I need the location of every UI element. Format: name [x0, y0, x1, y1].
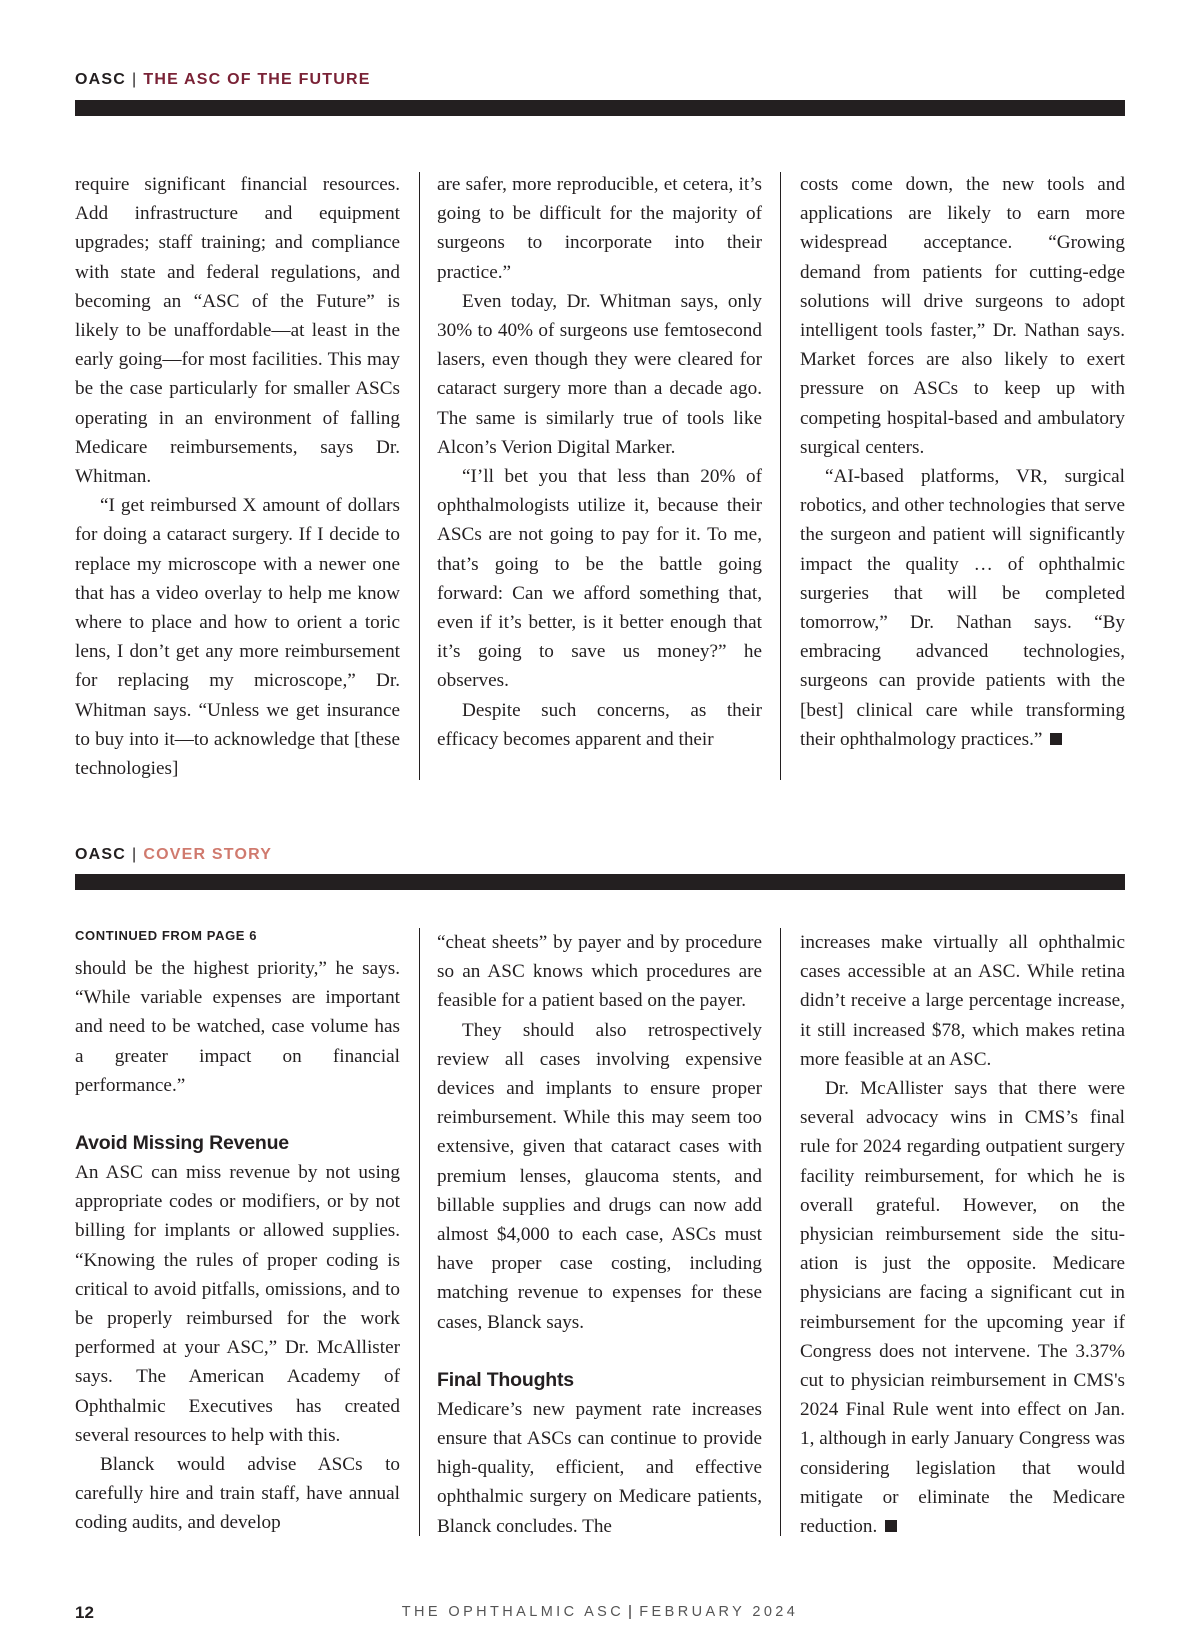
- paragraph: “I get reimbursed X amount of dollars for doing a cataract surgery. If I decide to replace my microscope with a newer one that has a video overlay to help me know where to place and how to orient a toric lens, I don’t get any more reimbursement for replacing my microscope,” Dr. Whitman says. “Unless we get insurance to buy into it—to acknowledge that [these technologies]: [75, 495, 400, 780]
- paragraph: They should also retrospectively review all cases involving expensive devices and implants to ensure proper reimbursement. While this may seem too extensive, given that cataract cases with premium lenses, glaucoma stents, and billable supplies and drugs can now add almost $4,000 to each case, ASCs must have proper case costing, including matching revenue to expenses for these cases, Blanck says.: [437, 1019, 762, 1333]
- paragraph: “cheat sheets” by payer and by procedure so an ASC knows which procedures are feasible for a patient based on the payer.: [437, 932, 762, 1012]
- end-mark-icon: [1050, 733, 1062, 745]
- paragraph: [800, 462, 1125, 754]
- brand-label: OASC: [75, 71, 127, 88]
- paragraph: increases make virtually all ophthalmic cases accessible at an ASC. While retina didn’t receive a large percentage increase, it still increased $78, which makes retina more feasible at an ASC.: [800, 932, 1125, 1070]
- header-rule-bottom: [75, 874, 1125, 890]
- paragraph: Despite such concerns, as their efficacy becomes apparent and their: [437, 699, 762, 750]
- header-rule-top: [75, 100, 1125, 116]
- section-label: THE ASC OF THE FUTURE: [143, 71, 371, 88]
- paragraph: should be the highest priority,” he says. “While variable expenses are important and need to be watched, case volume has a greater impact on financial performance.”: [75, 958, 400, 1096]
- page-number: 12: [75, 1603, 94, 1622]
- column-divider: [780, 928, 781, 1536]
- paragraph-text: Dr. McAllister says that there were several advocacy wins in CMS’s final rule for 2024 regarding outpatient surgery facility reimbursement, for which he is overall grateful. However, on the physician reimbursement side the situation is just the opposite. Medicare physicians are facing a significant cut in reimbursement for the upcoming year if Congress does not intervene. The 3.37% cut to physician reimbursement in CMS's 2024 Final Rule went into effect on Jan. 1, although in early January Congress was considering legislation that would mitigate or eliminate the Medicare reduction.: [800, 1078, 1125, 1538]
- top-column-3: [800, 170, 1125, 754]
- footer-separator: |: [628, 1604, 636, 1620]
- column-divider: [419, 172, 420, 780]
- paragraph: Blanck would advise ASCs to carefully hire and train staff, have annual coding audits, and develop: [75, 1454, 400, 1534]
- issue-date: FEBRUARY 2024: [639, 1604, 799, 1620]
- paragraph: “I’ll bet you that less than 20% of ophthalmologists utilize it, because their ASCs are not going to pay for it. To me, that’s going to be the battle going forward: Can we afford something that, even if it’s better, is it better enough that it’s going to save us money?” he observes.: [437, 466, 762, 692]
- paragraph: are safer, more reproducible, et cetera, it’s going to be difficult for the majority of surgeons to incorporate into their practice.”: [437, 174, 762, 283]
- bottom-column-3: [800, 928, 1125, 1541]
- paragraph: require significant financial resources. Add infrastructure and equipment upgrades; staff training; and compliance with state and federal regulations, and becoming an “ASC of the Future” is likely to be unaffordable—at least in the early going—for most facilities. This may be the case particularly for smaller ASCs operating in an environment of falling Medicare reimbursements, says Dr. Whitman.: [75, 174, 400, 488]
- paragraph: Medicare’s new payment rate increases ensure that ASCs can continue to provide high-quality, efficient, and effective ophthalmic surgery on Medicare patients, Blanck concludes. The: [437, 1398, 762, 1537]
- subheading: Final Thoughts: [437, 1368, 574, 1391]
- paragraph-text: “AI-based platforms, VR, surgical robotics, and other technologies that serve the surgeon and patient will significantly impact the quality … of ophthalmic surgeries that will be completed tomorrow,” Dr. Nathan says. “By embracing advanced technologies, surgeons can provide patients with the [best] clinical care while transforming their ophthalmology practices.”: [800, 466, 1125, 750]
- column-divider: [419, 928, 420, 1536]
- bottom-column-1: [75, 926, 400, 1538]
- top-column-2: [437, 170, 762, 754]
- paragraph: costs come down, the new tools and applications are likely to earn more widespread acceptance. “Growing demand from patients for cutting-edge solutions will drive surgeons to adopt intelligent tools faster,” Dr. Nathan says. Market forces are also likely to exert pressure on ASCs to keep up with competing hospital-based and ambulatory surgical centers.: [800, 174, 1125, 458]
- section-header-bottom: [75, 846, 272, 864]
- publication-name: THE OPHTHALMIC ASC: [401, 1604, 625, 1620]
- paragraph: An ASC can miss revenue by not using appropriate codes or modifiers, or by not billing for implants or allowed supplies. “Knowing the rules of proper coding is critical to avoid pitfalls, omissions, and to be properly reimbursed for the work performed at your ASC,” Dr. McAllister says. The American Academy of Ophthalmic Executives has created several resources to help with this.: [75, 1162, 400, 1446]
- subheading: Avoid Missing Revenue: [75, 1132, 289, 1155]
- paragraph: Even today, Dr. Whitman says, only 30% to 40% of surgeons use femtosecond lasers, even though they were cleared for cataract surgery more than a decade ago. The same is similarly true of tools like Alcon’s Verion Digital Marker.: [437, 290, 762, 458]
- column-divider: [780, 172, 781, 780]
- header-separator: |: [132, 846, 138, 863]
- bottom-column-2: [437, 928, 762, 1541]
- brand-label: OASC: [75, 846, 127, 863]
- paragraph: [800, 1074, 1125, 1541]
- continued-label: CONTINUED FROM PAGE 6: [75, 928, 258, 943]
- section-header-top: [75, 71, 371, 89]
- end-mark-icon: [885, 1520, 897, 1532]
- top-column-1: [75, 170, 400, 783]
- page-footer: [0, 1604, 1200, 1620]
- header-separator: |: [132, 71, 138, 88]
- section-label: COVER STORY: [143, 846, 273, 863]
